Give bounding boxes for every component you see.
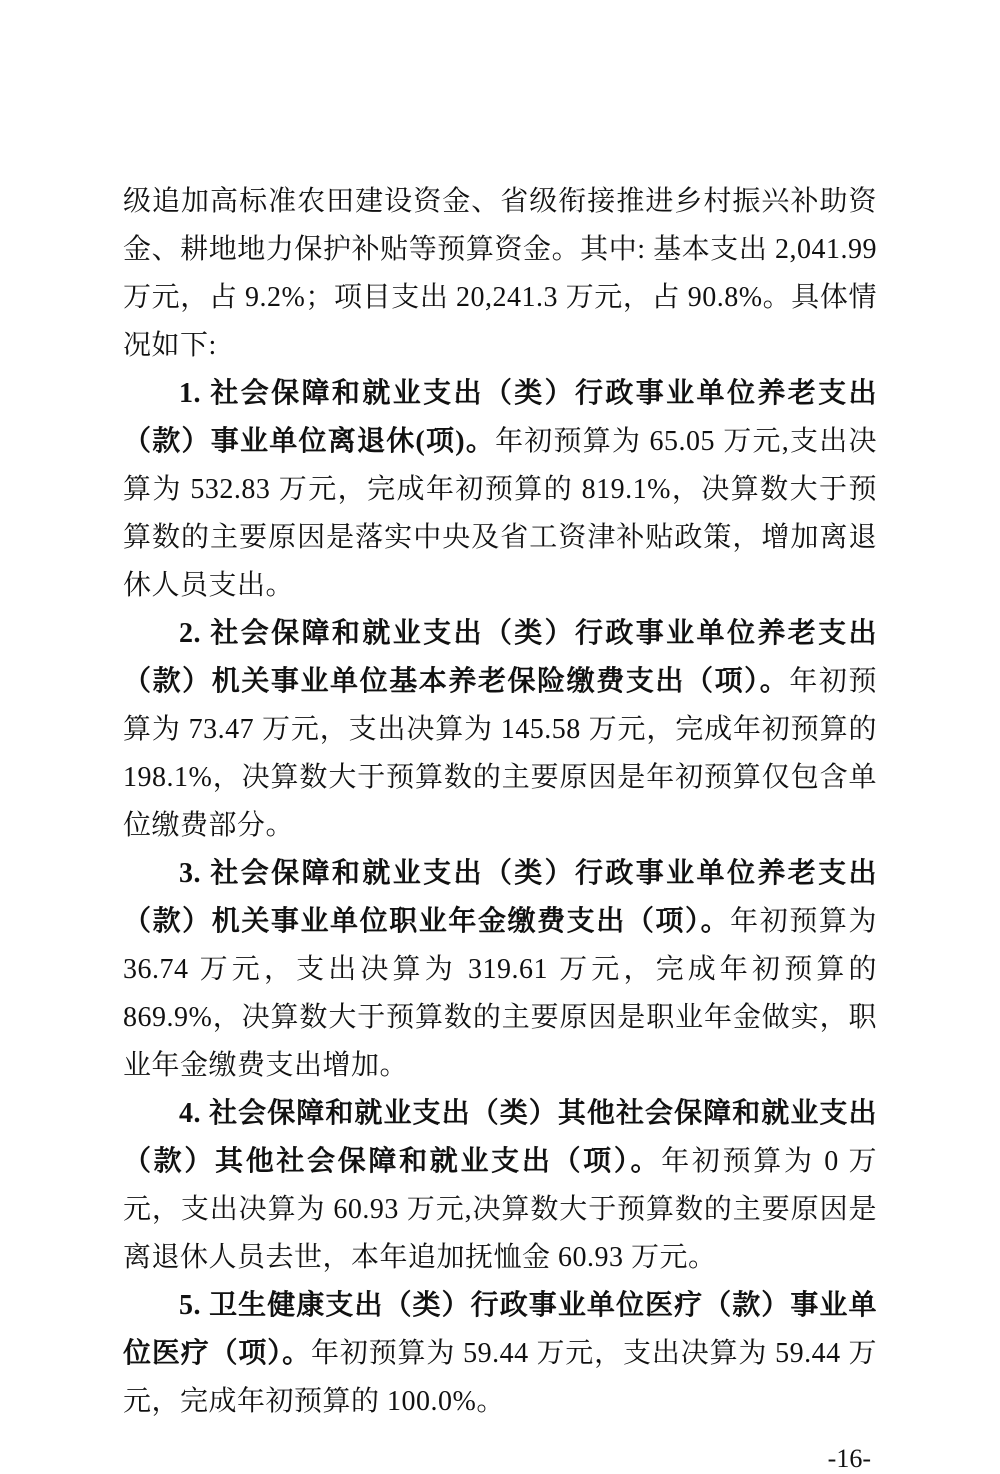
item-1-text: 年初预算为 65.05 万元,支出决算为 532.83 万元，完成年初预算的 819.1%，决算数大于预算数的主要原因是落实中央及省工资津补贴政策，增加离退休人员支出。 [123, 426, 877, 601]
item-paragraph-3 [123, 850, 877, 1090]
item-paragraph-5 [123, 1282, 877, 1426]
item-4-heading: 4. 社会保障和就业支出（类）其他社会保障和就业支出（款）其他社会保障和就业支出（项）。 [123, 1098, 877, 1177]
item-3-text: 年初预算为 36.74 万元，支出决算为 319.61 万元，完成年初预算的 869.9%，决算数大于预算数的主要原因是职业年金做实，职业年金缴费支出增加。 [123, 906, 877, 1081]
page-body-text [123, 178, 877, 1426]
item-5-text: 年初预算为 59.44 万元，支出决算为 59.44 万元，完成年初预算的 100.0%。 [123, 1338, 877, 1417]
item-5-heading: 5. 卫生健康支出（类）行政事业单位医疗（款）事业单位医疗（项）。 [123, 1290, 877, 1369]
intro-text: 级追加高标准农田建设资金、省级衔接推进乡村振兴补助资金、耕地地力保护补贴等预算资金。其中: 基本支出 2,041.99 万元，占 9.2%；项目支出 20,241.3 万元，占 90.8%。具体情况如下: [123, 186, 877, 361]
item-paragraph-4 [123, 1090, 877, 1282]
item-1-heading: 1. 社会保障和就业支出（类）行政事业单位养老支出（款）事业单位离退休(项)。 [123, 378, 877, 457]
item-3-heading: 3. 社会保障和就业支出（类）行政事业单位养老支出（款）机关事业单位职业年金缴费支出（项）。 [123, 858, 877, 937]
item-2-text: 年初预算为 73.47 万元，支出决算为 145.58 万元，完成年初预算的 198.1%，决算数大于预算数的主要原因是年初预算仅包含单位缴费部分。 [123, 666, 877, 841]
item-4-text: 年初预算为 0 万元，支出决算为 60.93 万元,决算数大于预算数的主要原因是离退休人员去世，本年追加抚恤金 60.93 万元。 [123, 1146, 877, 1273]
page-number: -16- [827, 1444, 871, 1473]
intro-paragraph [123, 178, 877, 370]
item-2-heading: 2. 社会保障和就业支出（类）行政事业单位养老支出（款）机关事业单位基本养老保险缴费支出（项）。 [123, 618, 877, 697]
item-paragraph-1 [123, 370, 877, 610]
item-paragraph-2 [123, 610, 877, 850]
